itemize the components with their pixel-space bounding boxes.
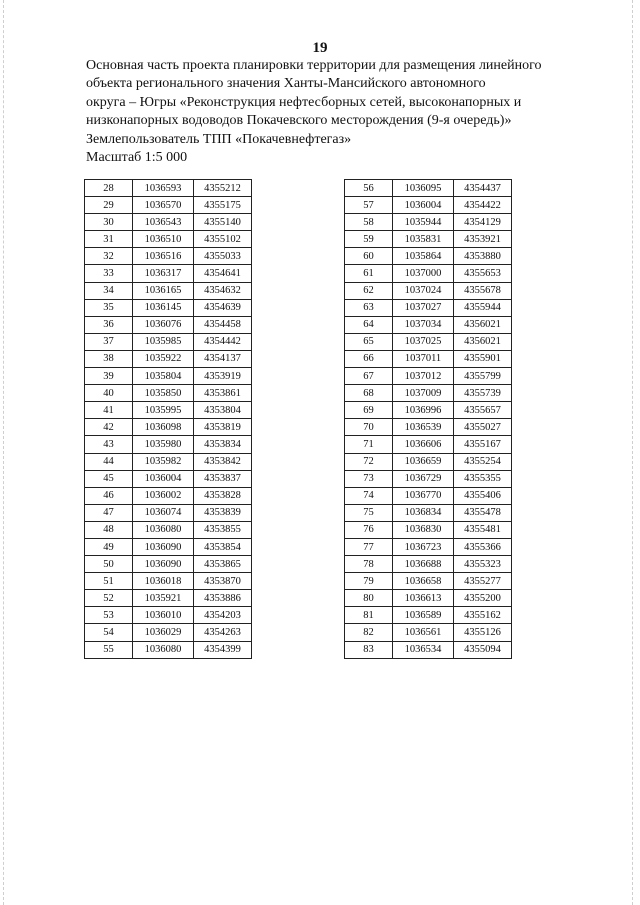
y-coordinate-cell: 4353804 <box>194 402 252 419</box>
point-number-cell: 53 <box>85 607 133 624</box>
table-row <box>85 180 252 197</box>
point-number-cell: 38 <box>85 350 133 367</box>
point-number-cell: 70 <box>345 419 393 436</box>
y-coordinate-cell: 4355162 <box>454 607 512 624</box>
table-row <box>85 368 252 385</box>
y-coordinate-cell: 4353861 <box>194 385 252 402</box>
table-row <box>345 231 512 248</box>
table-row <box>85 487 252 504</box>
point-number-cell: 61 <box>345 265 393 282</box>
point-number-cell: 73 <box>345 470 393 487</box>
y-coordinate-cell: 4354129 <box>454 214 512 231</box>
point-number-cell: 60 <box>345 248 393 265</box>
y-coordinate-cell: 4353921 <box>454 231 512 248</box>
table-row <box>85 265 252 282</box>
y-coordinate-cell: 4355033 <box>194 248 252 265</box>
title-line: низконапорных водоводов Покачевского месторождения (9-я очередь)» <box>86 113 512 129</box>
y-coordinate-cell: 4354263 <box>194 624 252 641</box>
table-row <box>85 402 252 419</box>
x-coordinate-cell: 1036076 <box>133 316 194 333</box>
table-row <box>345 402 512 419</box>
table-row <box>345 521 512 538</box>
y-coordinate-cell: 4355799 <box>454 368 512 385</box>
y-coordinate-cell: 4353880 <box>454 248 512 265</box>
x-coordinate-cell: 1036080 <box>133 521 194 538</box>
x-coordinate-cell: 1036830 <box>393 521 454 538</box>
y-coordinate-cell: 4353855 <box>194 521 252 538</box>
y-coordinate-cell: 4355678 <box>454 282 512 299</box>
y-coordinate-cell: 4355901 <box>454 350 512 367</box>
table-row <box>345 197 512 214</box>
point-number-cell: 57 <box>345 197 393 214</box>
y-coordinate-cell: 4353886 <box>194 590 252 607</box>
page-number: 19 <box>312 40 328 56</box>
x-coordinate-cell: 1035921 <box>133 590 194 607</box>
point-number-cell: 66 <box>345 350 393 367</box>
y-coordinate-cell: 4353837 <box>194 470 252 487</box>
point-number-cell: 43 <box>85 436 133 453</box>
point-number-cell: 28 <box>85 180 133 197</box>
scale-line: Масштаб 1:5 000 <box>86 150 188 166</box>
table-row <box>345 248 512 265</box>
x-coordinate-cell: 1035995 <box>133 402 194 419</box>
y-coordinate-cell: 4355254 <box>454 453 512 470</box>
point-number-cell: 52 <box>85 590 133 607</box>
point-number-cell: 30 <box>85 214 133 231</box>
y-coordinate-cell: 4355323 <box>454 556 512 573</box>
x-coordinate-cell: 1036317 <box>133 265 194 282</box>
x-coordinate-cell: 1036996 <box>393 402 454 419</box>
point-number-cell: 32 <box>85 248 133 265</box>
table-row <box>345 538 512 555</box>
table-row <box>345 419 512 436</box>
table-row <box>85 641 252 658</box>
table-row <box>345 504 512 521</box>
table-row <box>345 368 512 385</box>
table-row <box>85 453 252 470</box>
title-line: Основная часть проекта планировки территории для размещения линейного <box>86 58 542 73</box>
x-coordinate-cell: 1036004 <box>133 470 194 487</box>
table-row <box>85 333 252 350</box>
x-coordinate-cell: 1036145 <box>133 299 194 316</box>
x-coordinate-cell: 1037000 <box>393 265 454 282</box>
y-coordinate-cell: 4355277 <box>454 573 512 590</box>
point-number-cell: 44 <box>85 453 133 470</box>
point-number-cell: 56 <box>345 180 393 197</box>
point-number-cell: 71 <box>345 436 393 453</box>
table-row <box>85 248 252 265</box>
x-coordinate-cell: 1036090 <box>133 538 194 555</box>
table-row <box>345 556 512 573</box>
table-row <box>85 521 252 538</box>
x-coordinate-cell: 1036018 <box>133 573 194 590</box>
y-coordinate-cell: 4353919 <box>194 368 252 385</box>
point-number-cell: 47 <box>85 504 133 521</box>
y-coordinate-cell: 4353828 <box>194 487 252 504</box>
y-coordinate-cell: 4355657 <box>454 402 512 419</box>
table-row <box>345 214 512 231</box>
point-number-cell: 64 <box>345 316 393 333</box>
y-coordinate-cell: 4355653 <box>454 265 512 282</box>
y-coordinate-cell: 4355481 <box>454 521 512 538</box>
point-number-cell: 63 <box>345 299 393 316</box>
point-number-cell: 54 <box>85 624 133 641</box>
point-number-cell: 41 <box>85 402 133 419</box>
x-coordinate-cell: 1035922 <box>133 350 194 367</box>
table-row <box>85 214 252 231</box>
point-number-cell: 45 <box>85 470 133 487</box>
point-number-cell: 78 <box>345 556 393 573</box>
point-number-cell: 62 <box>345 282 393 299</box>
y-coordinate-cell: 4354437 <box>454 180 512 197</box>
x-coordinate-cell: 1036613 <box>393 590 454 607</box>
x-coordinate-cell: 1037009 <box>393 385 454 402</box>
y-coordinate-cell: 4355366 <box>454 538 512 555</box>
y-coordinate-cell: 4355212 <box>194 180 252 197</box>
title-line: объекта регионального значения Ханты-Мансийского автономного <box>86 76 486 92</box>
x-coordinate-cell: 1035850 <box>133 385 194 402</box>
x-coordinate-cell: 1036516 <box>133 248 194 265</box>
scan-edge-left <box>3 0 5 905</box>
x-coordinate-cell: 1035985 <box>133 333 194 350</box>
point-number-cell: 68 <box>345 385 393 402</box>
coordinates-table-body <box>345 180 512 659</box>
y-coordinate-cell: 4353854 <box>194 538 252 555</box>
point-number-cell: 50 <box>85 556 133 573</box>
table-row <box>85 385 252 402</box>
point-number-cell: 81 <box>345 607 393 624</box>
y-coordinate-cell: 4356021 <box>454 333 512 350</box>
point-number-cell: 72 <box>345 453 393 470</box>
y-coordinate-cell: 4355094 <box>454 641 512 658</box>
table-row <box>345 299 512 316</box>
point-number-cell: 40 <box>85 385 133 402</box>
y-coordinate-cell: 4355739 <box>454 385 512 402</box>
table-row <box>85 436 252 453</box>
point-number-cell: 29 <box>85 197 133 214</box>
point-number-cell: 82 <box>345 624 393 641</box>
x-coordinate-cell: 1036561 <box>393 624 454 641</box>
table-row <box>85 470 252 487</box>
x-coordinate-cell: 1035831 <box>393 231 454 248</box>
x-coordinate-cell: 1037024 <box>393 282 454 299</box>
point-number-cell: 42 <box>85 419 133 436</box>
x-coordinate-cell: 1036002 <box>133 487 194 504</box>
x-coordinate-cell: 1036095 <box>393 180 454 197</box>
y-coordinate-cell: 4353834 <box>194 436 252 453</box>
y-coordinate-cell: 4355027 <box>454 419 512 436</box>
x-coordinate-cell: 1036010 <box>133 607 194 624</box>
y-coordinate-cell: 4354639 <box>194 299 252 316</box>
x-coordinate-cell: 1035804 <box>133 368 194 385</box>
point-number-cell: 83 <box>345 641 393 658</box>
point-number-cell: 39 <box>85 368 133 385</box>
x-coordinate-cell: 1036770 <box>393 487 454 504</box>
y-coordinate-cell: 4355355 <box>454 470 512 487</box>
document-title <box>86 57 566 167</box>
table-row <box>345 607 512 624</box>
table-row <box>85 197 252 214</box>
y-coordinate-cell: 4356021 <box>454 316 512 333</box>
y-coordinate-cell: 4355200 <box>454 590 512 607</box>
y-coordinate-cell: 4354442 <box>194 333 252 350</box>
y-coordinate-cell: 4354632 <box>194 282 252 299</box>
x-coordinate-cell: 1036029 <box>133 624 194 641</box>
point-number-cell: 55 <box>85 641 133 658</box>
coordinates-table-right <box>344 179 512 659</box>
land-user-line: Землепользователь ТПП «Покачевнефтегаз» <box>86 131 352 147</box>
x-coordinate-cell: 1037012 <box>393 368 454 385</box>
x-coordinate-cell: 1036834 <box>393 504 454 521</box>
scan-edge-right <box>632 0 634 905</box>
y-coordinate-cell: 4355406 <box>454 487 512 504</box>
x-coordinate-cell: 1036510 <box>133 231 194 248</box>
x-coordinate-cell: 1036570 <box>133 197 194 214</box>
x-coordinate-cell: 1036589 <box>393 607 454 624</box>
point-number-cell: 48 <box>85 521 133 538</box>
y-coordinate-cell: 4355478 <box>454 504 512 521</box>
x-coordinate-cell: 1037011 <box>393 350 454 367</box>
table-row <box>345 590 512 607</box>
table-row <box>345 316 512 333</box>
point-number-cell: 33 <box>85 265 133 282</box>
point-number-cell: 31 <box>85 231 133 248</box>
table-row <box>345 265 512 282</box>
y-coordinate-cell: 4354137 <box>194 350 252 367</box>
y-coordinate-cell: 4353839 <box>194 504 252 521</box>
table-row <box>85 316 252 333</box>
x-coordinate-cell: 1036659 <box>393 453 454 470</box>
x-coordinate-cell: 1036004 <box>393 197 454 214</box>
table-row <box>85 231 252 248</box>
table-row <box>85 573 252 590</box>
y-coordinate-cell: 4354203 <box>194 607 252 624</box>
table-row <box>345 385 512 402</box>
table-row <box>85 538 252 555</box>
y-coordinate-cell: 4355140 <box>194 214 252 231</box>
x-coordinate-cell: 1036606 <box>393 436 454 453</box>
y-coordinate-cell: 4355102 <box>194 231 252 248</box>
point-number-cell: 75 <box>345 504 393 521</box>
title-line: округа – Югры «Реконструкция нефтесборных сетей, высоконапорных и <box>86 94 522 110</box>
table-row <box>345 470 512 487</box>
table-row <box>345 350 512 367</box>
coordinates-table-left <box>84 179 252 659</box>
x-coordinate-cell: 1036539 <box>393 419 454 436</box>
table-row <box>345 573 512 590</box>
y-coordinate-cell: 4354422 <box>454 197 512 214</box>
table-row <box>85 282 252 299</box>
table-row <box>85 419 252 436</box>
point-number-cell: 76 <box>345 521 393 538</box>
table-row <box>345 487 512 504</box>
point-number-cell: 80 <box>345 590 393 607</box>
y-coordinate-cell: 4353865 <box>194 556 252 573</box>
point-number-cell: 67 <box>345 368 393 385</box>
x-coordinate-cell: 1036688 <box>393 556 454 573</box>
y-coordinate-cell: 4355126 <box>454 624 512 641</box>
point-number-cell: 51 <box>85 573 133 590</box>
point-number-cell: 77 <box>345 538 393 555</box>
point-number-cell: 46 <box>85 487 133 504</box>
x-coordinate-cell: 1035980 <box>133 436 194 453</box>
table-row <box>85 504 252 521</box>
point-number-cell: 69 <box>345 402 393 419</box>
x-coordinate-cell: 1036729 <box>393 470 454 487</box>
table-row <box>85 590 252 607</box>
y-coordinate-cell: 4353819 <box>194 419 252 436</box>
x-coordinate-cell: 1036165 <box>133 282 194 299</box>
table-row <box>345 436 512 453</box>
x-coordinate-cell: 1035864 <box>393 248 454 265</box>
y-coordinate-cell: 4353842 <box>194 453 252 470</box>
y-coordinate-cell: 4355175 <box>194 197 252 214</box>
x-coordinate-cell: 1036074 <box>133 504 194 521</box>
point-number-cell: 49 <box>85 538 133 555</box>
point-number-cell: 74 <box>345 487 393 504</box>
x-coordinate-cell: 1036090 <box>133 556 194 573</box>
x-coordinate-cell: 1036593 <box>133 180 194 197</box>
point-number-cell: 65 <box>345 333 393 350</box>
x-coordinate-cell: 1036723 <box>393 538 454 555</box>
x-coordinate-cell: 1036534 <box>393 641 454 658</box>
table-row <box>85 624 252 641</box>
x-coordinate-cell: 1036080 <box>133 641 194 658</box>
y-coordinate-cell: 4354399 <box>194 641 252 658</box>
table-row <box>345 641 512 658</box>
x-coordinate-cell: 1037027 <box>393 299 454 316</box>
point-number-cell: 59 <box>345 231 393 248</box>
x-coordinate-cell: 1035982 <box>133 453 194 470</box>
table-row <box>345 282 512 299</box>
table-row <box>345 180 512 197</box>
point-number-cell: 36 <box>85 316 133 333</box>
table-row <box>85 607 252 624</box>
x-coordinate-cell: 1036543 <box>133 214 194 231</box>
y-coordinate-cell: 4354641 <box>194 265 252 282</box>
table-row <box>85 556 252 573</box>
coordinates-table-body <box>85 180 252 659</box>
point-number-cell: 58 <box>345 214 393 231</box>
point-number-cell: 79 <box>345 573 393 590</box>
point-number-cell: 37 <box>85 333 133 350</box>
table-row <box>85 299 252 316</box>
x-coordinate-cell: 1035944 <box>393 214 454 231</box>
table-row <box>85 350 252 367</box>
table-row <box>345 453 512 470</box>
y-coordinate-cell: 4355944 <box>454 299 512 316</box>
point-number-cell: 35 <box>85 299 133 316</box>
table-row <box>345 624 512 641</box>
x-coordinate-cell: 1036658 <box>393 573 454 590</box>
y-coordinate-cell: 4354458 <box>194 316 252 333</box>
y-coordinate-cell: 4353870 <box>194 573 252 590</box>
x-coordinate-cell: 1036098 <box>133 419 194 436</box>
x-coordinate-cell: 1037034 <box>393 316 454 333</box>
point-number-cell: 34 <box>85 282 133 299</box>
y-coordinate-cell: 4355167 <box>454 436 512 453</box>
table-row <box>345 333 512 350</box>
x-coordinate-cell: 1037025 <box>393 333 454 350</box>
